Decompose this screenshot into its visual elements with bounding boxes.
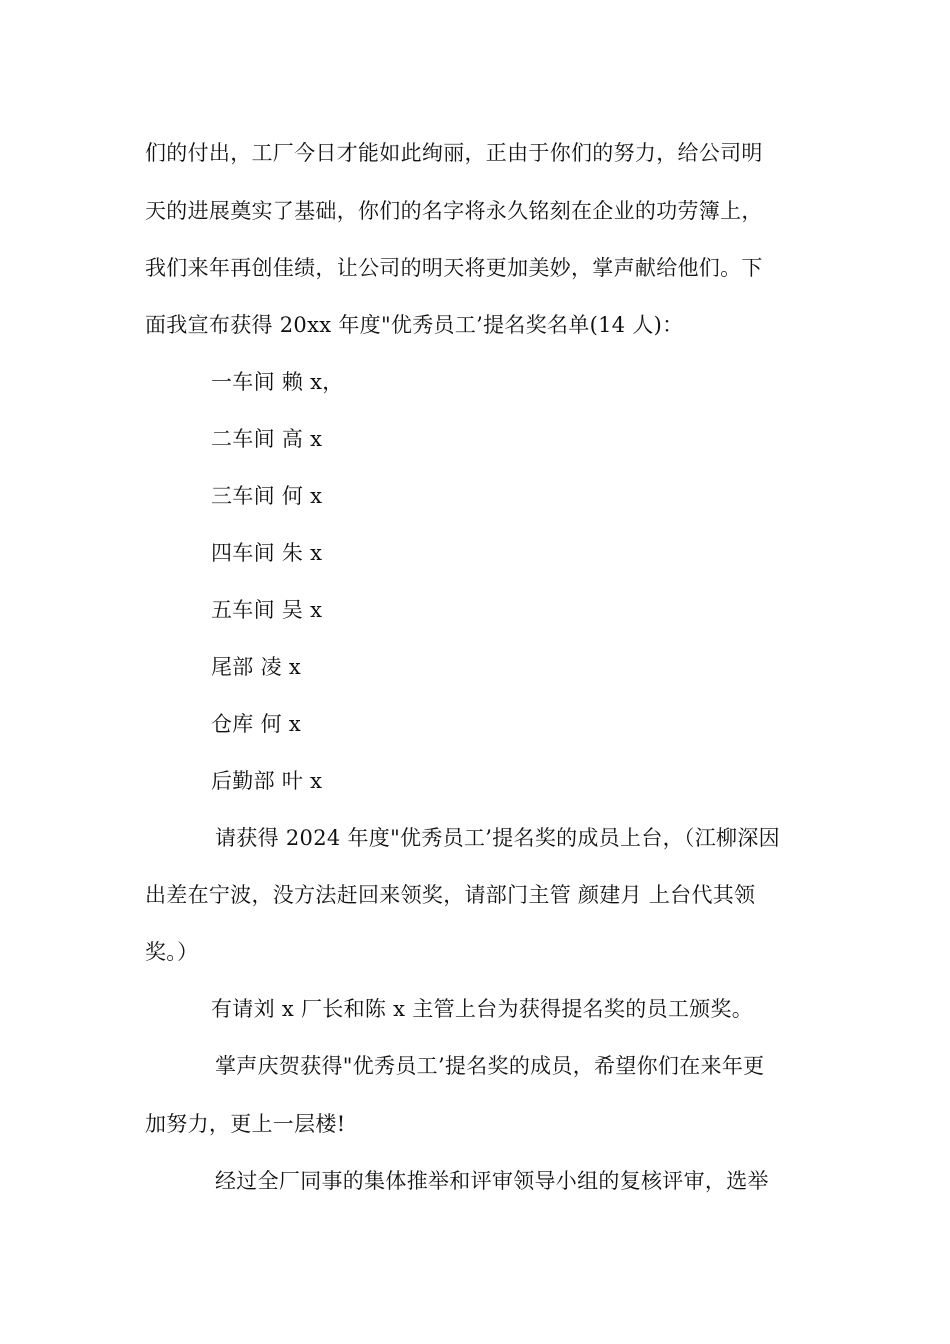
paragraph-line: 出差在宁波，没方法赶回来领奖，请部门主管 颜建月 上台代其领 — [145, 883, 756, 907]
list-item: 四车间 朱 x — [211, 541, 323, 565]
paragraph-line: 天的进展奠实了基础，你们的名字将永久铭刻在企业的功劳簿上， — [145, 199, 763, 223]
list-item: 仓库 何 x — [211, 712, 301, 736]
list-item: 后勤部 叶 x — [211, 769, 323, 793]
paragraph-line: 们的付出，工厂今日才能如此绚丽，正由于你们的努力，给公司明 — [145, 141, 763, 165]
paragraph-line: 掌声庆贺获得"优秀员工’提名奖的成员，希望你们在来年更 — [215, 1054, 765, 1078]
paragraph-line: 有请刘 x 厂长和陈 x 主管上台为获得提名奖的员工颁奖。 — [211, 997, 754, 1021]
list-item: 尾部 凌 x — [211, 655, 301, 679]
list-item: 三车间 何 x — [211, 484, 323, 508]
paragraph-line: 请获得 2024 年度"优秀员工’提名奖的成员上台，（江柳深因 — [215, 826, 780, 850]
list-item: 一车间 赖 x， — [211, 370, 344, 394]
paragraph-line: 奖。） — [145, 940, 199, 964]
paragraph-line: 我们来年再创佳绩，让公司的明天将更加美妙，掌声献给他们。下 — [145, 256, 763, 280]
paragraph-line: 加努力，更上一层楼! — [145, 1112, 346, 1136]
paragraph-line: 经过全厂同事的集体推举和评审领导小组的复核评审，选举 — [215, 1169, 769, 1193]
list-item: 五车间 吴 x — [211, 598, 323, 622]
paragraph-line: 面我宣布获得 20xx 年度"优秀员工’提名奖名单(14 人)： — [145, 313, 684, 337]
list-item: 二车间 高 x — [211, 427, 323, 451]
